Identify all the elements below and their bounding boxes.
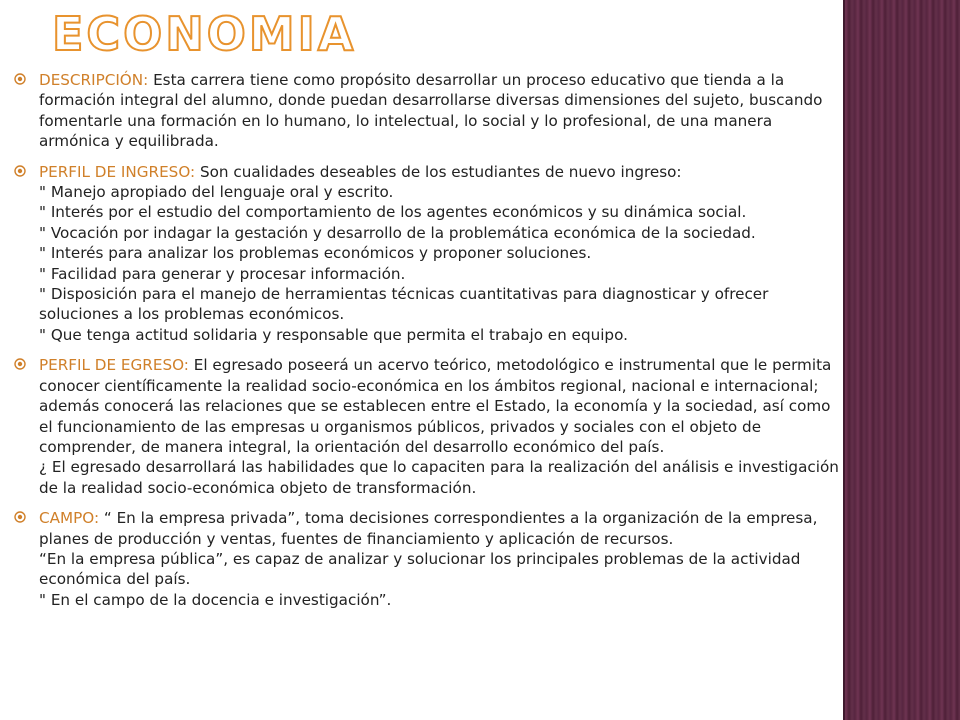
list-line: “En la empresa pública”, es capaz de analizar y solucionar los principales problemas de la actividad económica del país. <box>39 549 801 589</box>
list-line: " En el campo de la docencia e investigación”. <box>39 590 392 609</box>
section-descripcion <box>14 70 840 152</box>
bullet-icon <box>14 358 26 370</box>
list-line: " Disposición para el manejo de herramientas técnicas cuantitativas para diagnosticar y ofrecer soluciones a los problemas económicos. <box>39 285 769 324</box>
section-line: Son cualidades deseables de los estudiantes de nuevo ingreso: <box>199 162 682 181</box>
list-line: ¿ El egresado desarrollará las habilidades que lo capaciten para la realización del análisis e investigación de la realidad socio-económica objeto de transformación. <box>39 458 839 497</box>
section-line: “ En la empresa privada”, toma decisiones correspondientes a la organización de la empresa, planes de producción y ventas, fuentes de financiamiento y aplicación de recursos. <box>39 509 818 548</box>
bullet-icon <box>14 73 26 85</box>
slide-content <box>14 70 840 620</box>
list-line: " Interés para analizar los problemas económicos y proponer soluciones. <box>39 244 592 263</box>
section-perfil-ingreso <box>14 162 840 346</box>
section-label: PERFIL DE INGRESO: <box>39 162 196 181</box>
section-label: CAMPO: <box>39 509 100 528</box>
section-campo <box>14 508 840 610</box>
section-text <box>39 162 840 182</box>
list-line: " Que tenga actitud solidaria y responsable que permita el trabajo en equipo. <box>39 325 628 344</box>
bullet-icon <box>14 511 26 523</box>
decorative-side-stripe <box>843 0 960 720</box>
section-text <box>39 70 840 152</box>
bullet-icon <box>14 165 26 177</box>
list-line: " Facilidad para generar y procesar información. <box>39 264 406 283</box>
list-line: " Interés por el estudio del comportamiento de los agentes económicos y su dinámica social. <box>39 203 747 222</box>
section-label: PERFIL DE EGRESO: <box>39 356 189 375</box>
section-perfil-egreso <box>14 355 840 498</box>
section-text <box>39 355 840 457</box>
section-text <box>39 508 840 549</box>
slide-title: ECONOMIA <box>52 7 357 61</box>
section-label: DESCRIPCIÓN: <box>39 71 149 89</box>
section-line: Esta carrera tiene como propósito desarrollar un proceso educativo que tienda a la formación integral del alumno, donde puedan desarrollarse diversas dimensiones del sujeto, buscando fomentarle una formación en lo humano, lo intelectual, lo social y lo profesional, de una manera armónica y equilibrada. <box>39 71 823 151</box>
list-line: " Manejo apropiado del lenguaje oral y escrito. <box>39 183 394 202</box>
list-line: " Vocación por indagar la gestación y desarrollo de la problemática económica de la sociedad. <box>39 223 756 242</box>
section-line: El egresado poseerá un acervo teórico, metodológico e instrumental que le permita conocer científicamente la realidad socio-económica en los ámbitos regional, nacional e internacional; además conocerá las relaciones que se establecen entre el Estado, la economía y la sociedad, así como el funcionamiento de las empresas u organismos públicos, privados y sociales con el objeto de comprender, de manera integral, la orientación del desarrollo económico del país. <box>39 356 832 456</box>
